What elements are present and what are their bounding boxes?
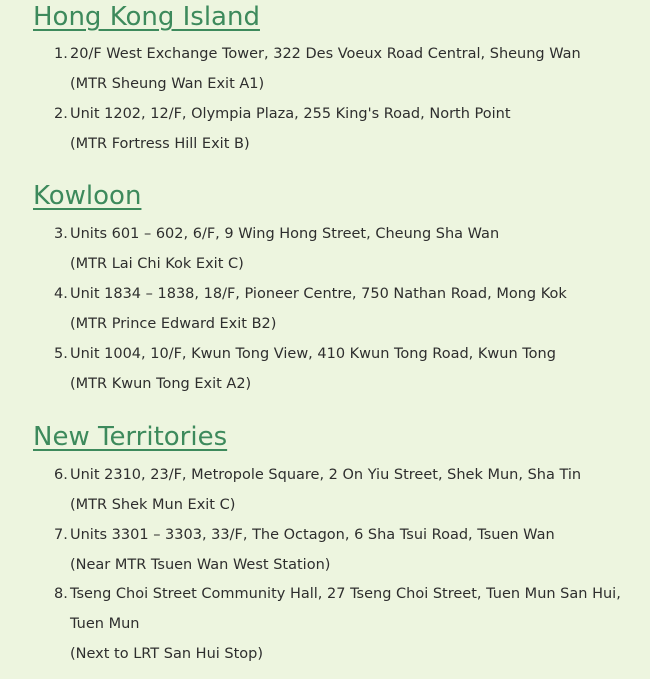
- item-number: 4.: [54, 286, 68, 302]
- item-address: Tseng Choi Street Community Hall, 27 Tseng Choi Street, Tuen Mun San Hui,: [70, 586, 621, 602]
- item-2-transit: (MTR Fortress Hill Exit B): [70, 136, 250, 152]
- item-number: 8.: [54, 586, 68, 602]
- item-address: 20/F West Exchange Tower, 322 Des Voeux Road Central, Sheung Wan: [70, 46, 581, 62]
- list-item-7: [54, 525, 555, 545]
- item-number: 2.: [54, 106, 68, 122]
- item-8-address-continued: Tuen Mun: [70, 616, 140, 632]
- heading-hong-kong-island: Hong Kong Island: [33, 2, 260, 32]
- item-address: Units 3301 – 3303, 33/F, The Octagon, 6 Sha Tsui Road, Tsuen Wan: [70, 527, 555, 543]
- item-4-transit: (MTR Prince Edward Exit B2): [70, 316, 277, 332]
- item-number: 1.: [54, 46, 68, 62]
- heading-kowloon: Kowloon: [33, 181, 142, 211]
- item-7-transit: (Near MTR Tsuen Wan West Station): [70, 557, 331, 573]
- item-address: Unit 2310, 23/F, Metropole Square, 2 On Yiu Street, Shek Mun, Sha Tin: [70, 467, 582, 483]
- item-8-transit: (Next to LRT San Hui Stop): [70, 646, 264, 662]
- item-1-transit: (MTR Sheung Wan Exit A1): [70, 76, 265, 92]
- item-address: Unit 1834 – 1838, 18/F, Pioneer Centre, 750 Nathan Road, Mong Kok: [70, 286, 567, 302]
- item-address: Unit 1202, 12/F, Olympia Plaza, 255 King's Road, North Point: [70, 106, 511, 122]
- list-item-8: [54, 584, 621, 604]
- item-address: Unit 1004, 10/F, Kwun Tong View, 410 Kwun Tong Road, Kwun Tong: [70, 346, 556, 362]
- list-item-4: [54, 284, 567, 304]
- list-item-6: [54, 465, 581, 485]
- item-5-transit: (MTR Kwun Tong Exit A2): [70, 376, 252, 392]
- item-6-transit: (MTR Shek Mun Exit C): [70, 497, 236, 513]
- item-address: Units 601 – 602, 6/F, 9 Wing Hong Street, Cheung Sha Wan: [70, 226, 500, 242]
- item-number: 7.: [54, 527, 68, 543]
- item-number: 5.: [54, 346, 68, 362]
- list-item-2: [54, 104, 511, 124]
- list-item-5: [54, 344, 556, 364]
- item-number: 6.: [54, 467, 68, 483]
- item-number: 3.: [54, 226, 68, 242]
- item-3-transit: (MTR Lai Chi Kok Exit C): [70, 256, 244, 272]
- list-item-1: [54, 44, 581, 64]
- heading-new-territories: New Territories: [33, 422, 228, 452]
- list-item-3: [54, 224, 499, 244]
